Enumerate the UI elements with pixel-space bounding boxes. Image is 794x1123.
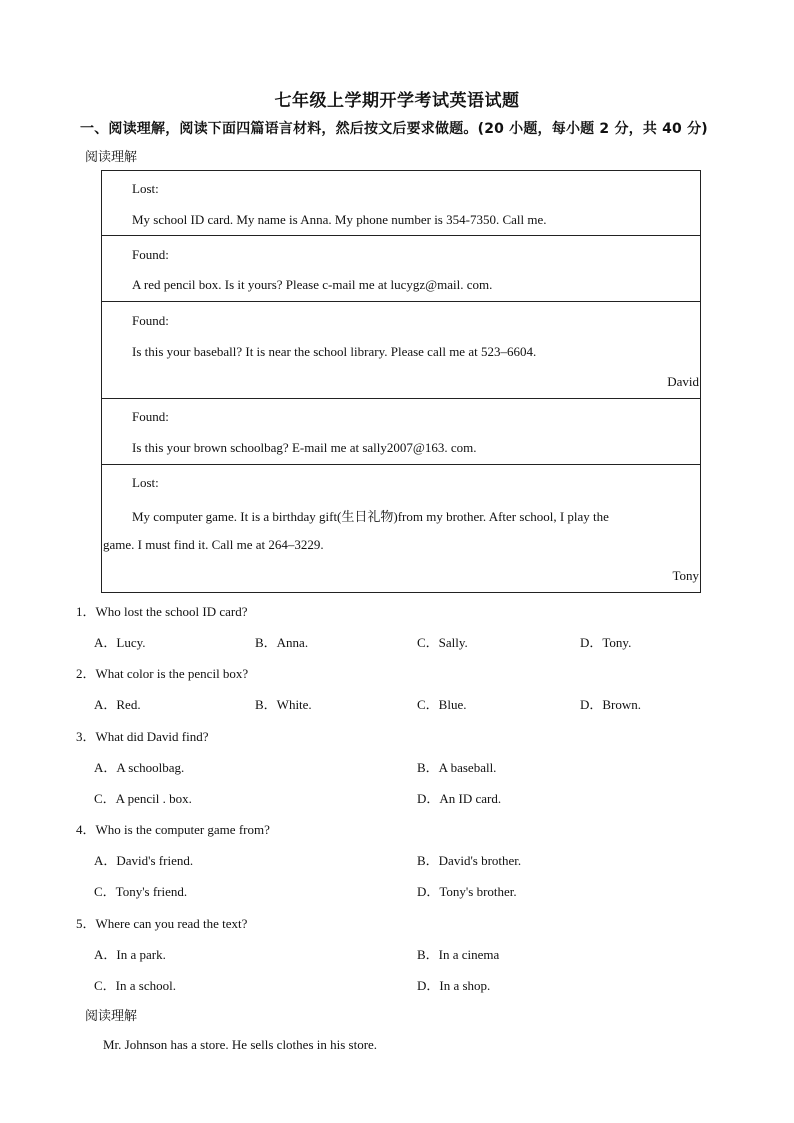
notice-text: My computer game. It is a birthday gift(生日礼物)from my brother. After school, I play the bbox=[132, 509, 609, 524]
notice-text: Is this your brown schoolbag? E-mail me at sally2007@163. com. bbox=[132, 440, 477, 455]
option-b[interactable]: B．In a cinema bbox=[417, 947, 500, 962]
section-heading: 一、阅读理解，阅读下面四篇语言材料，然后按文后要求做题。(20 小题，每小题 2 分，共 40 分) bbox=[80, 121, 708, 137]
notice-card bbox=[101, 170, 701, 236]
notice-text: Is this your baseball? It is near the school library. Please call me at 523–6604. bbox=[132, 344, 537, 359]
option-c[interactable]: C．A pencil . box. bbox=[94, 791, 192, 806]
notice-card bbox=[101, 301, 701, 399]
notice-card bbox=[101, 398, 701, 465]
option-a[interactable]: A．Lucy. bbox=[94, 635, 146, 650]
option-c[interactable]: C．Blue. bbox=[417, 697, 467, 712]
question-stem: 5．Where can you read the text? bbox=[76, 916, 248, 931]
notice-card bbox=[101, 464, 701, 593]
option-d[interactable]: D．Tony. bbox=[580, 635, 632, 650]
option-d[interactable]: D．Brown. bbox=[580, 697, 642, 712]
option-a[interactable]: A．In a park. bbox=[94, 947, 166, 962]
question-stem: 4．Who is the computer game from? bbox=[76, 822, 270, 837]
reading-label: 阅读理解 bbox=[85, 150, 138, 165]
notice-label: Lost: bbox=[132, 181, 159, 196]
notice-label: Found: bbox=[132, 313, 169, 328]
question-stem: 2．What color is the pencil box? bbox=[76, 666, 249, 681]
option-b[interactable]: B．David's brother. bbox=[417, 853, 522, 868]
option-b[interactable]: B．A baseball. bbox=[417, 760, 497, 775]
option-a[interactable]: A．David's friend. bbox=[94, 853, 194, 868]
option-c[interactable]: C．Sally. bbox=[417, 635, 468, 650]
question-stem: 3．What did David find? bbox=[76, 729, 209, 744]
option-d[interactable]: D．An ID card. bbox=[417, 791, 502, 806]
notice-signature: David bbox=[667, 374, 699, 389]
option-a[interactable]: A．A schoolbag. bbox=[94, 760, 185, 775]
question-stem: 1．Who lost the school ID card? bbox=[76, 604, 248, 619]
reading-label: 阅读理解 bbox=[85, 1009, 138, 1024]
option-d[interactable]: D．Tony's brother. bbox=[417, 884, 517, 899]
notice-text: A red pencil box. Is it yours? Please c-mail me at lucygz@mail. com. bbox=[132, 277, 493, 292]
notice-text: My school ID card. My name is Anna. My phone number is 354-7350. Call me. bbox=[132, 212, 547, 227]
page-title: 七年级上学期开学考试英语试题 bbox=[274, 91, 520, 111]
option-a[interactable]: A．Red. bbox=[94, 697, 141, 712]
passage-text: Mr. Johnson has a store. He sells clothes in his store. bbox=[103, 1037, 378, 1052]
notice-signature: Tony bbox=[672, 568, 699, 583]
option-d[interactable]: D．In a shop. bbox=[417, 978, 491, 993]
notice-card bbox=[101, 235, 701, 302]
notice-label: Found: bbox=[132, 247, 169, 262]
option-b[interactable]: B．Anna. bbox=[255, 635, 309, 650]
option-b[interactable]: B．White. bbox=[255, 697, 312, 712]
notice-label: Lost: bbox=[132, 475, 159, 490]
notice-label: Found: bbox=[132, 409, 169, 424]
option-c[interactable]: C．Tony's friend. bbox=[94, 884, 188, 899]
notice-text: game. I must find it. Call me at 264–3229. bbox=[103, 537, 324, 552]
option-c[interactable]: C．In a school. bbox=[94, 978, 176, 993]
